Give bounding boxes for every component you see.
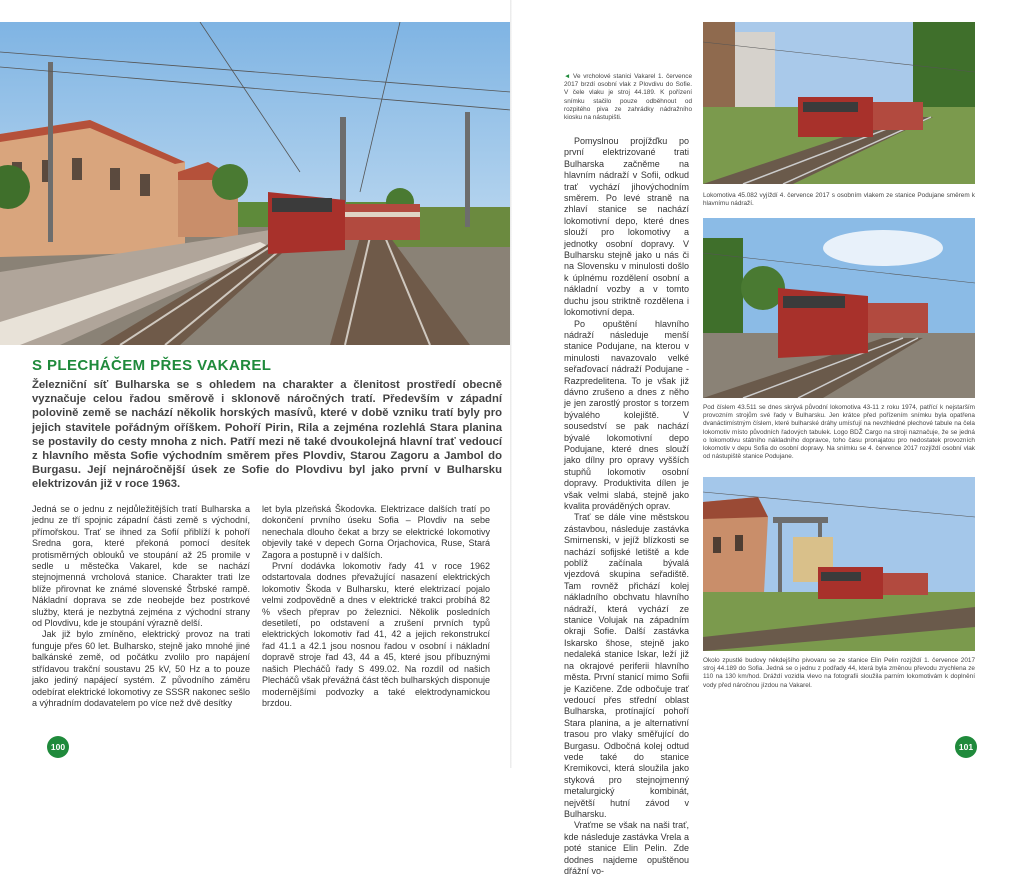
- column-2-paragraph: let byla plzeňská Škodovka. Elektrizace dalších tratí po dokončení prvního úseku Sofia – Plovdiv na sebe nenechala dlouho čekat a brzy se elektrické lokomotivy objevily také v depech Gorna Orjachovica, Ruse, Stará Zagora a postupně i v dalších.: [262, 504, 490, 560]
- column-3-paragraph: Vraťme se však na naši trať, kde následuje zastávka Vrela a poté stanice Elin Pelin. Zde dodnes najdeme opuštěnou dřážní vo-: [564, 820, 689, 876]
- photo-elin-pelin: [703, 477, 975, 651]
- left-page: [0, 0, 512, 768]
- caption-plate: Pod číslem 43.511 se dnes skrývá původní lokomotiva 43-11 z roku 1974, patřící k nejstarším provozním strojům své řady v Bulharsku. Jen krátce před pořízením snímku byla opatřena dvanáctimístným číslem, které bulharské dráhy umísťují na nevzhledné plechové tabule na čela lokomotiv místo původních řadových tabulek. Logo BDŽ Cargo na stroji naznačuje, že se jedná o lokomotivu státního nákladního dopravce, toho času pronajatou pro nedostatek provozních lokomotiv v depu Sofia do osobní dopravy. Na snímku se 4. července 2017 rozjíždí osobní vlak od nástupiště stanice Podujane.: [703, 404, 975, 461]
- article-headline: S PLECHÁČEM PŘES VAKAREL: [32, 357, 272, 374]
- caption-podujane: Lokomotiva 45.082 vyjíždí 4. července 2017 s osobním vlakem ze stanice Podujane směrem k hlavnímu nádraží.: [703, 192, 975, 208]
- article-lead: Železniční síť Bulharska se s ohledem na charakter a členitost prostředí obecně vyznačuje celou řadou směrově i sklonově náročných tratí. Především v západní polovině země se nachází několik horských masívů, které v době vzniku tratí byly pro jejich stavitele pořádným oříškem. Pohoří Pirin, Rila a zejména rozlehlá Stara planina se postavily do cesty mnoha z nich. Patří mezi ně také dvoukolejná hlavní trať vedoucí z hlavního města Sofie východním směrem přes Plovdiv, Starou Zagoru a Jambol do Burgasu. Její nejnáročnější úsek ze Sofie do Plovdivu byl jako první v Bulharsku elektrizován již v roce 1963.: [32, 379, 502, 491]
- column-1-paragraph: Jedná se o jednu z nejdůležitějších tratí Bulharska a jednu ze tří spojnic západní části země s východní, přímořskou. Trať se ihned za Sofií přiblíží k pohoří Sredna gora, které překoná pomocí desítek protisměrných oblouků ve stoupání až 25 promile v sedle u městečka Vakarel, kde se nachází stejnojmenná vrcholová stanice. Charakter trati lze blíže přirovnat ke známé slovenské Štrbské rampě. Nákladní doprava se zde neobejde bez postrkové služby, která je nezbytná zejména z východní strany od Plovdivu, kde je stoupání výrazně delší.: [32, 504, 250, 629]
- column-1-paragraph: Jak již bylo zmíněno, elektrický provoz na trati funguje přes 60 let. Bulharsko, stejně jako mnohé jiné balkánské země, od počátku zvolilo pro napájení střídavou trakční soustavu 25 kV, 50 Hz a to pouze jako jediný napájecí systém. Z původního záměru odebírat elektrické lokomotivy ze SSSR nakonec sešlo a výhradním dodavatelem po více než dvě desítky: [32, 629, 250, 708]
- column-3-paragraph: Trať se dále vine městskou zástavbou, následuje zastávka Smirnenski, v jejíž blízkosti se nachází sofijské letiště a kde poblíž začínala bývalá vjezdová skupina seřadiště. Tam rovněž přichází kolej nákladního obchvatu hlavního nádraží, která vychází ze stanice Volujak na západním okraji Sofie. Další zastávka Iskarsko šhose, stejně jako nedaleká stanice Iskar, leží již na okrajové periferii hlavního města. První stanicí mimo Sofii je Kazičene. Zde odbočuje trať vedoucí přes střední oblast Bulharska, protínající pohoří Stara planina, a je alternativní trasou pro vlaky směřující do Burgasu. Odbočná kolej odtud vede také do stanice Kremikovci, která sloužila jako styková pro stejnojmenný metalurgický kombinát, největší hutní závod v Bulharsku.: [564, 512, 689, 819]
- column-2: [262, 504, 490, 709]
- photo-vakarel-station: [0, 22, 511, 345]
- caption-elin-pelin: Okolo zpustlé budovy někdejšího pivovaru se ze stanice Elin Pelin rozjíždí 1. července 2017 stroj 44.189 do Sofia. Jedná se o jednu z podřady 44, která byla změnou převodu zrychlena ze 110 na 130 km/hod. Dráždí vozidla vlevo na fotografii sloužila parním lokomotivám k doplnění vody před náročnou jízdou na Vakarel.: [703, 657, 975, 689]
- column-3: [564, 136, 689, 877]
- page-number-right: 101: [955, 736, 977, 758]
- caption-vakarel-text: Ve vrcholové stanici Vakarel 1. července 2017 brzdí osobní vlak z Plovdivu do Sofie. V čele vlaku je stroj 44.189. K pořízení snímku stačilo pouze odběhnout od rozpitého piva ze zahrádky nádražního kiosku na nástupišti.: [564, 73, 692, 122]
- right-page: [512, 0, 1024, 876]
- column-1: [32, 504, 250, 709]
- photo-podujane-departure: [703, 22, 975, 184]
- caption-vakarel: [564, 73, 692, 122]
- column-3-paragraph: Pomyslnou projížďku po první elektrizované trati Bulharska začněme na hlavním nádraží v Sofii, odkud trať vychází jihovýchodním směrem. Po levé straně na zhlaví stanice se nachází lokomotivní depo, které dnes slouží pro lokomotivy a jednotky osobní dopravy. V Bulharsku stejně jako u nás či na Slovensku v minulosti došlo k úplnému rozdělení osobní a nákladní vozby a v tomto duchu jsou striktně rozdělena i lokomotivní depa.: [564, 136, 689, 318]
- photo-loco-43511: [703, 218, 975, 398]
- column-2-paragraph: První dodávka lokomotiv řady 41 v roce 1962 odstartovala dodnes převažující nasazení elektrických lokomotiv Škoda v Bulharsku, které elektrizací pojalo velmi zodpovědně a dnes v elektrické trakci probíhá 82 % všech přeprav po železnici. Několik posledních desetiletí, po odstavení a zrušení prvních typů elektrických lokomotiv řad 41, 42 a jejich rekonstrukcí řad 41.1 a 42.1 jsou nosnou řadou v osobní i nákladní dopravě stroje řad 43, 44 a 45, které jsou příbuznými našich Plecháčů řady S 499.02. Na rozdíl od našich Plecháčů však převážná část těch bulharských disponuje modernějšími podvozky a také elektrodynamickou brzdou.: [262, 561, 490, 708]
- page-number-left: 100: [47, 736, 69, 758]
- column-3-paragraph: Po opuštění hlavního nádraží následuje menší stanice Podujane, na kterou v minulosti navazovalo velké seřaďovací nádraží Podujane - Razpredelitena. To je však již dávno zrušeno a dnes z něho je jen zarostlý prostor s torzem bývalého kolejiště. V sousedství se pak nachází bývalé lokomotivní depo Podujane, které dnes slouží jako dílny pro opravy vyšších stupňů lokomotiv osobní dopravy. Produktivita dílen je však velmi slabá, stejně jako kvalita prováděných oprav.: [564, 318, 689, 511]
- caption-arrow-icon: ◄: [564, 73, 571, 80]
